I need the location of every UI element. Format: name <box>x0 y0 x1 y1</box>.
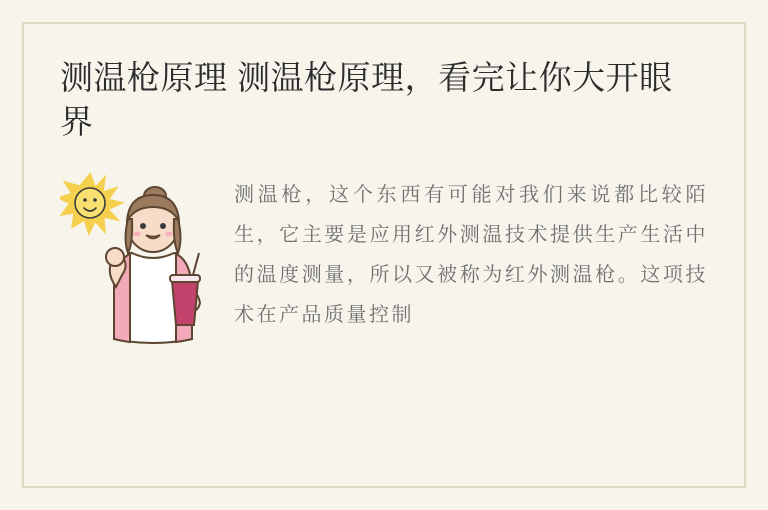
girl-figure <box>106 187 200 343</box>
article-body <box>60 169 708 379</box>
girl-with-drink-and-sun-illustration <box>60 169 220 379</box>
sun-icon <box>60 175 120 232</box>
article-paragraph: 测温枪，这个东西有可能对我们来说都比较陌生，它主要是应用红外测温技术提供生产生活中的温度测量，所以又被称为红外测温枪。这项技术在产品质量控制 <box>234 184 708 327</box>
page-title: 测温枪原理 测温枪原理，看完让你大开眼界 <box>60 59 673 140</box>
content-frame <box>22 22 746 488</box>
